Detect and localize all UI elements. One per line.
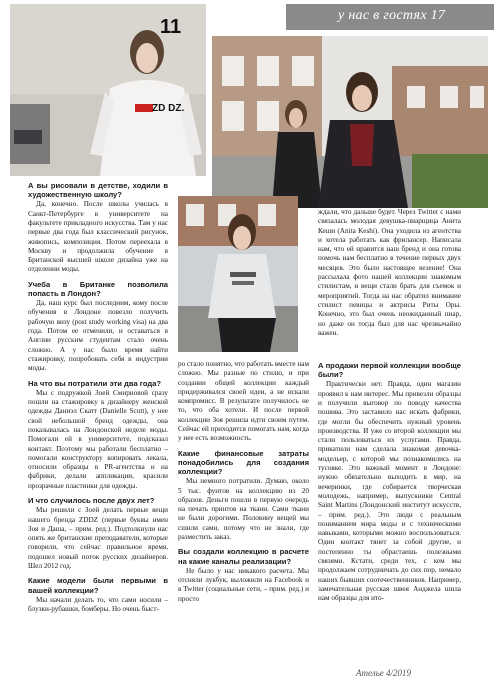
question-heading: А вы рисовали в детстве, ходили в художественную школу? (28, 181, 168, 200)
article-column-right (318, 361, 461, 604)
answer-paragraph: Мы начали делать то, что сами носили – блузки-рубашки, бомберы. Но очень быст- (28, 595, 168, 614)
question-heading: Вы создали коллекцию в расчете на какие каналы реализации? (178, 547, 309, 566)
question-heading: И что случилось после двух лет? (28, 496, 155, 506)
answer-paragraph: Мы решили с Зоей делать первые вещи нашего бренда ZDDZ (первые буквы имен Зоя и Даша, – прим. ред.). Подтолкнули нас опять же британские преподаватели, которые говорили, что сейчас правильное время, подошел новый поток русских дизайнеров. Шел 2012 год. (28, 506, 168, 571)
answer-paragraph: Мы немного потратили. Думаю, около 5 тыс. фунтов на коллекцию из 20 образов. Деньги пошли в первую очередь на печать принтов на ткани. Сами ткани не были дорогими. Половину вещей мы сшили сами, потому что не знали, где разместить заказ. (178, 477, 309, 542)
article-column-right-top (318, 208, 461, 338)
answer-paragraph: Мы с подружкой Зоей Смирновой сразу пошли на стажировку к дизайнеру женской одежды Даниэл Скатт (Danielle Scutt), у нее свой небольшой бренд одежды, она показывалась на Лондонской неделе моды. Помогали ей в университете, подсказал контакт. Поэтому мы работали бесплатно – помогали конструктору копировать лекала, относили образцы в PR-агентства и на фабрики, делали аппликации, красили прозрачные пластинки для одежды. (28, 388, 168, 490)
question-heading: Учеба в Британке позволила попасть в Лондон? (28, 279, 168, 298)
answer-paragraph: Да, наш курс был последним, кому после обучения в Лондоне повезло получить рабочую визу (post study working visa) на два года. Потом ее отменили, и оставаться в Англии русским студентам стало очень сложно. А у нас было время найти стажировку, попробовать себя в индустрии моды. (28, 299, 168, 373)
question-heading: Какие финансовые затраты понадобились для создания коллекции? (178, 448, 309, 477)
article-column-middle (178, 360, 309, 604)
shirt-logo: ZD DZ. (152, 103, 185, 114)
issue-number: 11 (160, 16, 182, 38)
answer-paragraph: ро стало понятно, что работать вместе нам сложно. Мы разные по стилю, и при создании общей коллекции каждый придерживался своей идеи, а не искали компромисс. В результате получилось не то, что оба хотели. И после первой коллекции Зоя решила идти своим путем. Сейчас ей приходится помогать нам, когда у нее есть возможность. (178, 360, 309, 443)
answer-paragraph: ждали, что дальше будет. Через Twitter с нами связалась молодая девушка-пиарщица Анита Кеши (Anita Keshi). Она уходила из агентства и хотела работать как фрилансер. Написала нам, что ей нравится наш бренд и она готова помочь нам бесплатно в течение первых двух месяцев. Это было настоящее везение! Она рассылала фото нашей коллекции знакомым стилистам, и вещи стали брать для съемок и мероприятий. Тогда на нас обратил внимание стилист певицы и актрисы Риты Оры. Конечно, это был очень неожиданный пиар, но даже он тогда был для нас чрезвычайно важен. (318, 208, 461, 337)
section-header (286, 4, 494, 30)
answer-paragraph: Практически нет. Правда, один магазин проявил к нам интерес. Мы привезли образцы и получили выговор по поводу качества пошива. Это заставило нас искать фабрики, где могли бы обеспечить нужный уровень производства. И уже со второй коллекции мы стали пользоваться их услугами. Правда, прикатили нам сделала знакомая девочка-модельер, с которой мы познакомились на тусовке. Это важный момент в Лондоне: нужно обязательно выходить в мир, на вечеринки, где собирается творческая молодежь, например, выпускники Central Saint Martins (Лондонский институт искусств, – прим. ред.). Это люди с реальным пониманием мира моды и с техническими навыками, которыми можно воспользоваться. Один контакт тянет за собой другие, и постепенно ты обрастаешь полезными связями. Кстати, среди тех, с кем мы продолжаем сотрудничать до сих пор, немало наших бывших соотечественников. Например, замечательная русская швея Анджела шила нам образцы для ито- (318, 380, 461, 603)
photo-model-sweatshirt (178, 196, 298, 352)
section-title: у нас в гостях 17 (338, 8, 446, 23)
question-heading: Какие модели были первыми в вашей коллекции? (28, 576, 168, 595)
article-column-left (28, 181, 168, 614)
photo-street-two-models (212, 36, 488, 208)
question-heading: А продажи первой коллекции вообще были? (318, 361, 461, 380)
question-heading: На что вы потратили эти два года? (28, 378, 162, 388)
answer-paragraph: Да, конечно. После школы училась в Санкт-Петербурге в университете на факультете прикладного искусства. Там у нас первые два года был классический рисунок, живопись, композиция. Потом переехала в Москву и продолжила обучение в Британской высшей школе дизайна уже на отделении моды. (28, 200, 168, 274)
magazine-footer: Ателье 4/2019 (356, 668, 412, 678)
answer-paragraph: Не было у нас никакого расчета. Мы отсняли лукбук, выложили на Facebook и в Twitter (социальные сети, – прим. ред.) и просто (178, 566, 309, 603)
